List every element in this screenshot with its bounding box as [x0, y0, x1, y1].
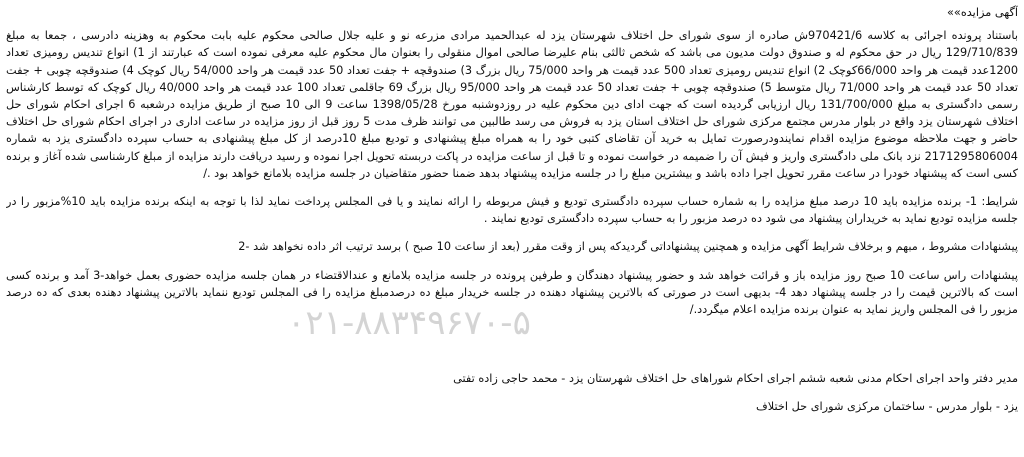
auction-notice: [6, 4, 1018, 453]
conditions-paragraph-2: پیشنهادات مشروط ، مبهم و برخلاف شرایط آگهی مزایده و همچنین پیشنهاداتی گردیدکه پس از وقت مقرر (بعد از ساعت 10 صبح ) برسد ترتیب اثر داده نخواهد شد -2: [238, 240, 1018, 254]
phone-watermark: ۰۲۱-۸۸۳۴۹۶۷۰-۵: [287, 303, 531, 343]
notice-body: باستناد پرونده اجرائی به کلاسه 970421/6ش صادره از سوی شورای حل اختلاف شهرستان یزد له عبدالحمید مرادی مزرعه نو و علیه جلال صالحی محکوم علیه بابت محکوم به وهزینه دادرسی ، جمعا به مبلغ 129/710/839 ریال در حق محکوم له و صندوق دولت مدیون می باشد که شخص ثالثی بنام علیرضا صالحی اموال منقولی را بعنوان مال محکوم علیه معرفی نموده است که عبارتند از 1) انواع تندیس رومیزی تعداد 1200عدد قیمت هر واحد 66/000کوچک 2) انواع تندیس رومیزی تعداد 500 عدد قیمت هر واحد 75/000 ریال بزرگ 3) صندوقچه + جفت تعداد 50 عدد قیمت هر واحد 54/000 ریال کوچک 4) صندوقچه چوبی + جفت تعداد 50 عدد قیمت هر واحد 71/000 ریال متوسط 5) صندوقچه چوبی + جفت تعداد 50 عدد قیمت هر واحد 95/000 ریال بزرگ 69 جاقلمی تعداد 100 عدد قیمت هر واحد 40/000 ریال کوچک که توسط کارشناس رسمی دادگستری به مبلغ 131/700/000 ریال ارزیابی گردیده است که جهت ادای دین محکوم علیه در روزدوشنبه مورخ 1398/05/28 ساعت 9 الی 10 صبح از طریق مزایده درشعبه 6 اجرای احکام شورای حل اختلاف شهرستان یزد واقع در بلوار مدرس مجتمع مرکزی شورای حل اختلاف استان یزد به فروش می رسد طالبین می توانند ظرف مدت 5 روز قبل از روز مزایده در ساعت اداری در اجرای احکام شورای حل اختلاف حاضر و جهت ملاحظه موضوع مزایده اقدام نمایندودرصورت تمایل به خرید آن تقاضای کتبی خود را به همراه مبلغ پیشنهادی و تودیع مبلغ 10درصد از کل مبلغ پیشنهادی به حساب سپرده دادگستری یزد به شماره 2171295806004 نزد بانک ملی دادگستری واریز و فیش آن را ضمیمه در خواست نموده و تا قبل از ساعت مزایده در پاکت دربسته تحویل اجرا نموده و رسید دریافت دارند مزایده از مبلغ کارشناسی شده آغاز و برنده کسی است که پیشنهاد خودرا در ساعت مقرر تحویل اجرا داده باشد و بیشترین مبلغ را در جلسه مزایده پیشنهاد بدهد ضمنا حضور متقاضیان در جلسه مزایده بلامانع خواهد بود ./: [6, 29, 1018, 180]
signature-line: مدیر دفتر واحد اجرای احکام مدنی شعبه ششم اجرای احکام شوراهای حل اختلاف شهرستان یزد - محمد حاجی زاده تفتی: [453, 372, 1018, 386]
notice-title: آگهی مزایده»»: [947, 6, 1018, 19]
conditions-paragraph-3: پیشنهادات راس ساعت 10 صبح روز مزایده باز و قرائت خواهد شد و حضور پیشنهاد دهندگان و طرفین پرونده در جلسه مزایده بلامانع و عندالاقتضاء در همان جلسه مزایده حضوری بعمل خواهد-3 آمد و برنده کسی است که بالاترین قیمت را در جلسه پیشنهاد دهد 4- بدیهی است در صورتی که بالاترین پیشنهاد دهنده در جلسه خریدار مبلغ ده درصدمبلغ مزایده را فی المجلس تودیع ننماید بالاترین پیشنهاد دهنده بعدی که ده درصد مزبور را فی المجلس واریز نماید به عنوان برنده مزایده اعلام میگردد./: [6, 268, 1018, 317]
conditions-paragraph-1: شرایط: 1- برنده مزایده باید 10 درصد مبلغ مزایده را به شماره حساب سپرده دادگستری تودیع و فیش مربوطه را ارائه نمایند و یا فی المجلس پرداخت نماید لذا با توجه به اینکه برنده مزایده باید 10%مزبور را در جلسه مزایده تودیع نماید به خریداران پیشنهاد می شود ده درصد مزبور را به حساب سپرده دادگستری تودیع نمایند .: [6, 195, 1018, 226]
address-line: یزد - بلوار مدرس - ساختمان مرکزی شورای حل اختلاف: [756, 400, 1018, 414]
